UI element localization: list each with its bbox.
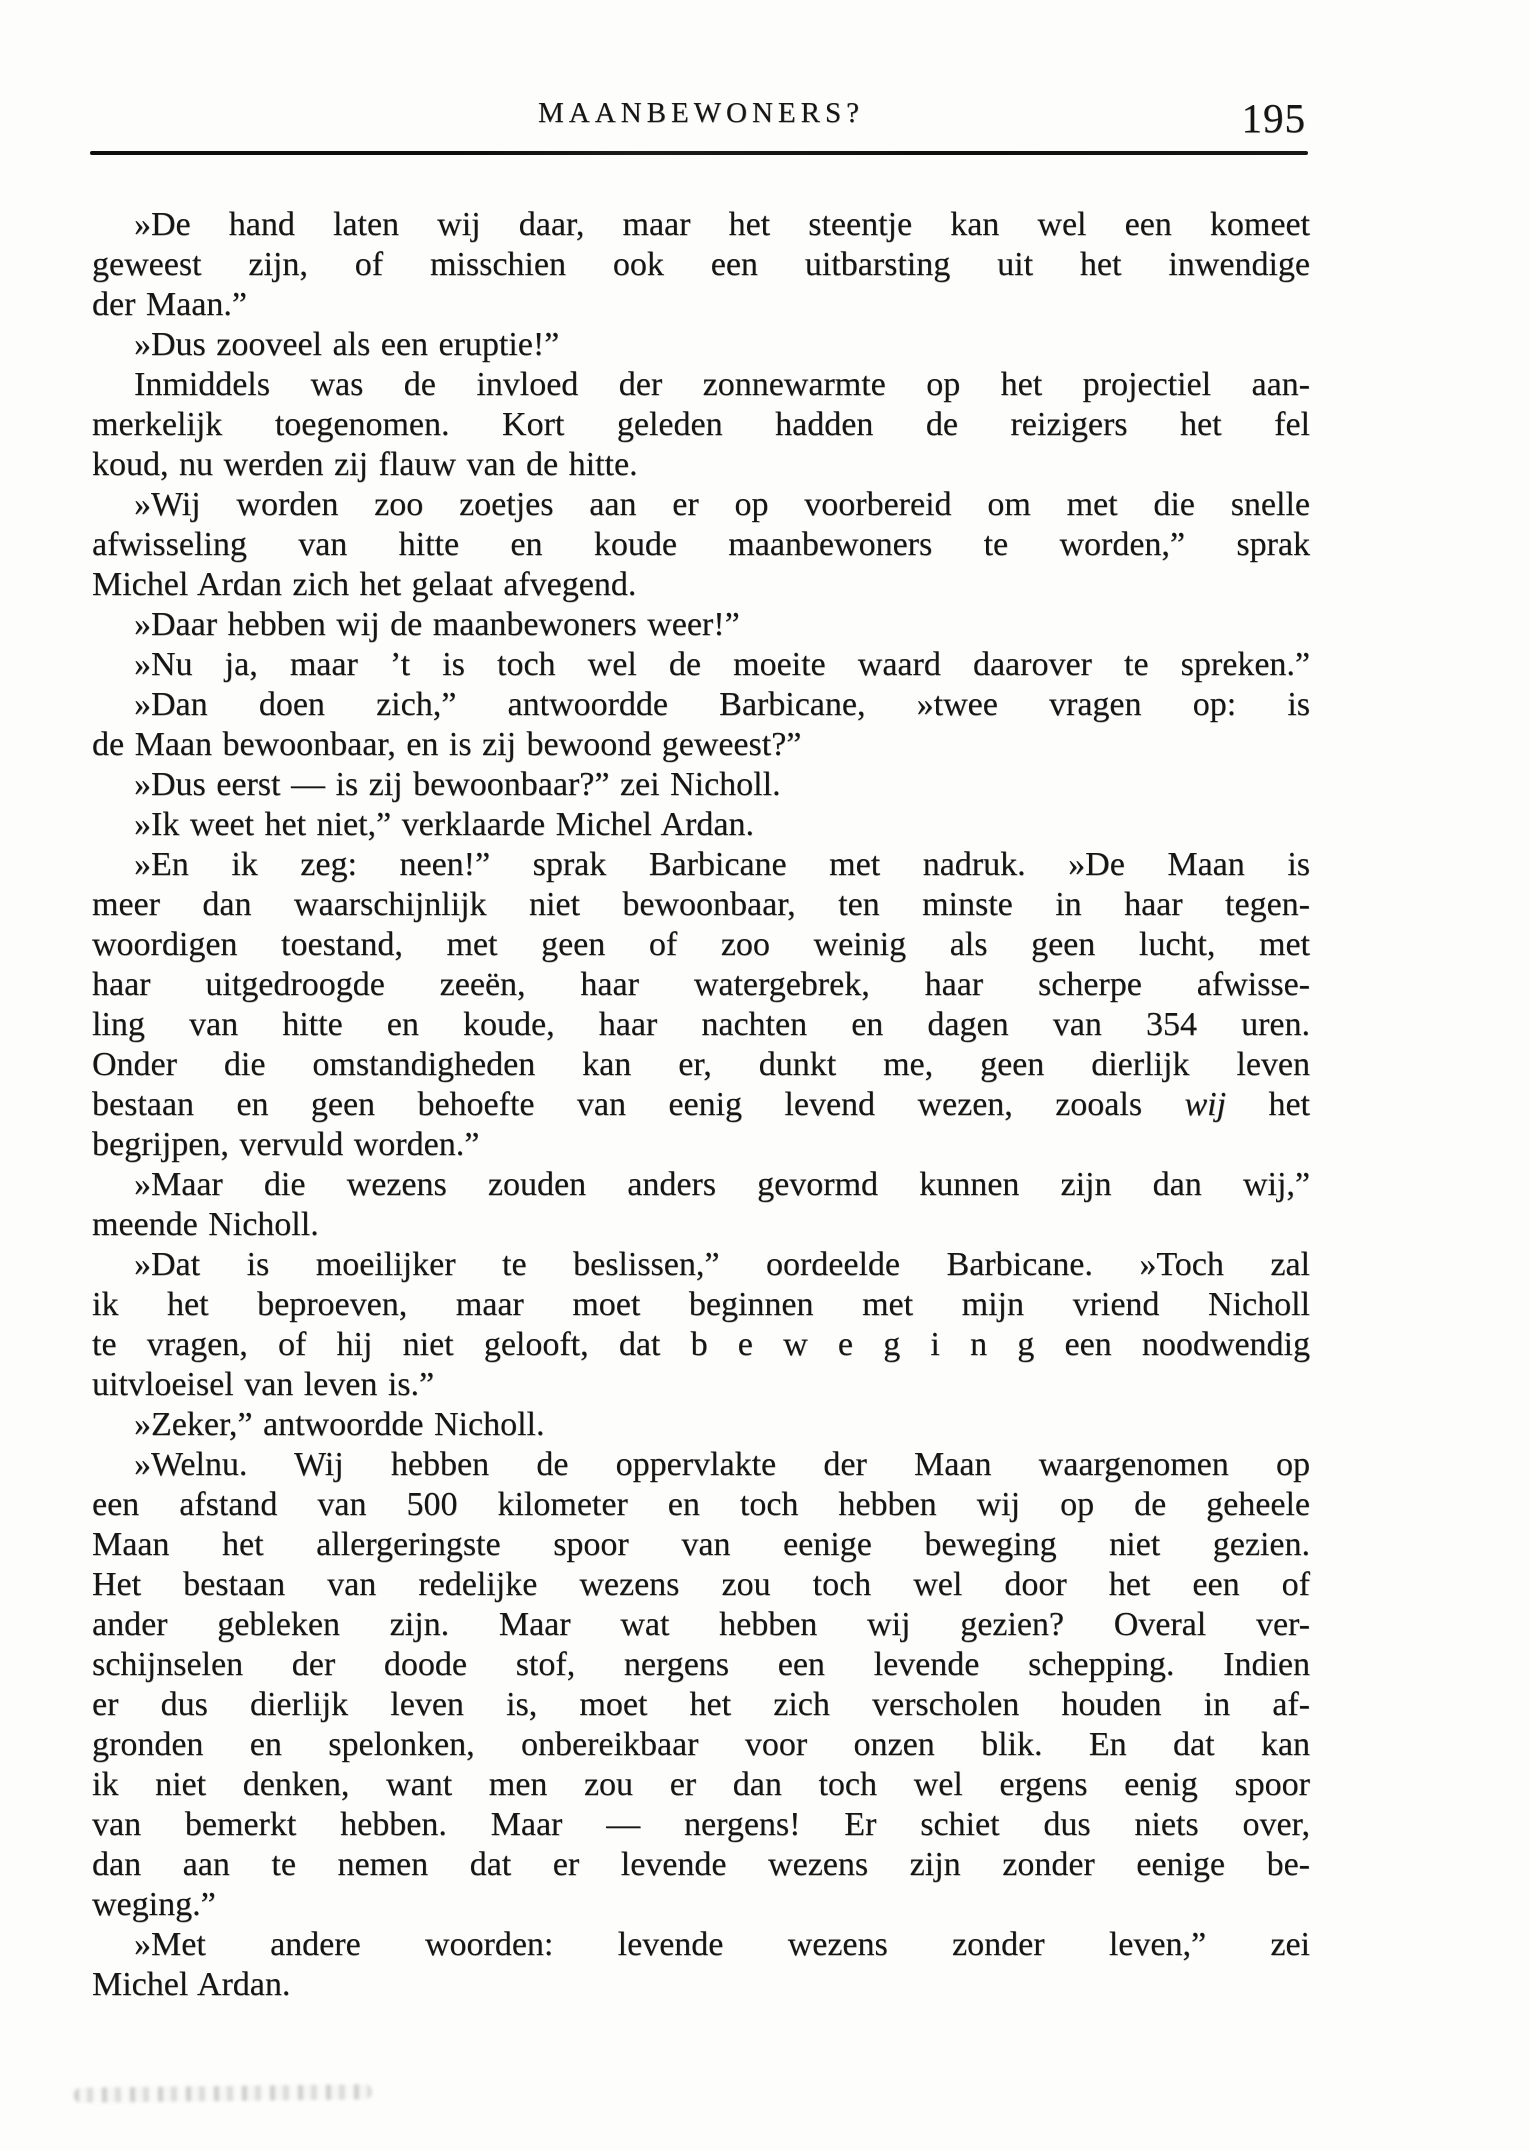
text-line: ander gebleken zijn. Maar wat hebben wij gezien? Overal ver- xyxy=(92,1606,1310,1643)
paragraph xyxy=(92,485,1310,605)
text-line: ik het beproeven, maar moet beginnen met mijn vriend Nicholl xyxy=(92,1286,1310,1323)
text-line: meende Nicholl. xyxy=(92,1206,319,1243)
text-line: »Daar hebben wij de maanbewoners weer!” xyxy=(134,606,740,643)
paragraph xyxy=(92,845,1310,1165)
text-line: »Dus eerst — is zij bewoonbaar?” zei Nicholl. xyxy=(134,766,781,803)
text-line: koud, nu werden zij flauw van de hitte. xyxy=(92,446,638,483)
text-line: ik niet denken, want men zou er dan toch wel ergens eenig spoor xyxy=(92,1766,1310,1803)
page-number: 195 xyxy=(1241,95,1306,141)
text-line: Inmiddels was de invloed der zonnewarmte op het projectiel aan- xyxy=(134,366,1310,403)
paragraph xyxy=(92,1445,1310,1925)
paragraph xyxy=(92,645,1310,685)
text-line: uitvloeisel van leven is.” xyxy=(92,1366,435,1403)
text-line: »Wij worden zoo zoetjes aan er op voorbereid om met die snelle xyxy=(134,486,1310,523)
text-line: woordigen toestand, met geen of zoo weinig als geen lucht, met xyxy=(92,926,1310,963)
text-line: merkelijk toegenomen. Kort geleden hadden de reizigers het fel xyxy=(92,406,1310,443)
text-line: »Met andere woorden: levende wezens zonder leven,” zei xyxy=(134,1926,1310,1963)
text-line: Onder die omstandigheden kan er, dunkt me, geen dierlijk leven xyxy=(92,1046,1310,1083)
text-line: haar uitgedroogde zeeën, haar watergebrek, haar scherpe afwisse- xyxy=(92,966,1310,1003)
text-line: »Dan doen zich,” antwoordde Barbicane, »twee vragen op: is xyxy=(134,686,1310,723)
text-line: schijnselen der doode stof, nergens een levende schepping. Indien xyxy=(92,1646,1310,1683)
text-line: »Maar die wezens zouden anders gevormd kunnen zijn dan wij,” xyxy=(134,1166,1310,1203)
text-line: »Zeker,” antwoordde Nicholl. xyxy=(134,1406,545,1443)
text-line: »Dat is moeilijker te beslissen,” oordeelde Barbicane. »Toch zal xyxy=(134,1246,1310,1283)
text-line: »Dus zooveel als een eruptie!” xyxy=(134,326,560,363)
paragraph xyxy=(92,1405,1310,1445)
text-line: meer dan waarschijnlijk niet bewoonbaar, ten minste in haar tegen- xyxy=(92,886,1310,923)
text-line: de Maan bewoonbaar, en is zij bewoond geweest?” xyxy=(92,726,802,763)
text-line: weging.” xyxy=(92,1886,216,1923)
text-line: ling van hitte en koude, haar nachten en dagen van 354 uren. xyxy=(92,1006,1310,1043)
paragraph xyxy=(92,205,1310,325)
text-line: »De hand laten wij daar, maar het steentje kan wel een komeet xyxy=(134,206,1310,243)
text-line: der Maan.” xyxy=(92,286,247,323)
text-line: Het bestaan van redelijke wezens zou toch wel door het een of xyxy=(92,1566,1310,1603)
text-line: dan aan te nemen dat er levende wezens zijn zonder eenige be- xyxy=(92,1846,1310,1883)
paragraph xyxy=(92,685,1310,765)
paragraph xyxy=(92,1925,1310,2005)
text-line: afwisseling van hitte en koude maanbewoners te worden,” sprak xyxy=(92,526,1310,563)
text-line: van bemerkt hebben. Maar — nergens! Er schiet dus niets over, xyxy=(92,1806,1310,1843)
text-line: een afstand van 500 kilometer en toch hebben wij op de geheele xyxy=(92,1486,1310,1523)
text-line: Michel Ardan. xyxy=(92,1966,291,2003)
paragraph xyxy=(92,1245,1310,1405)
text-line: te vragen, of hij niet gelooft, dat b e w e g i n g een noodwendig xyxy=(92,1326,1310,1363)
running-header-title: MAANBEWONERS? xyxy=(538,97,864,129)
text-line: begrijpen, vervuld worden.” xyxy=(92,1126,480,1163)
text-line: »Nu ja, maar ’t is toch wel de moeite waard daarover te spreken.” xyxy=(134,646,1310,683)
page-body xyxy=(92,205,1310,2005)
header-rule xyxy=(90,151,1308,155)
text-line: Maan het allergeringste spoor van eenige beweging niet gezien. xyxy=(92,1526,1310,1563)
paragraph xyxy=(92,365,1310,485)
paragraph xyxy=(92,805,1310,845)
paragraph xyxy=(92,325,1310,365)
paragraph xyxy=(92,765,1310,805)
paragraph xyxy=(92,1165,1310,1245)
paragraph xyxy=(92,605,1310,645)
text-line: geweest zijn, of misschien ook een uitbarsting uit het inwendige xyxy=(92,246,1310,283)
text-line: »Welnu. Wij hebben de oppervlakte der Maan waargenomen op xyxy=(134,1446,1310,1483)
text-line: Michel Ardan zich het gelaat afvegend. xyxy=(92,566,637,603)
text-line: bestaan en geen behoefte van eenig levend wezen, zooals wij het xyxy=(92,1086,1310,1123)
text-line: er dus dierlijk leven is, moet het zich verscholen houden in af- xyxy=(92,1686,1310,1723)
text-line: »En ik zeg: neen!” sprak Barbicane met nadruk. »De Maan is xyxy=(134,846,1310,883)
scan-smudge-artifact xyxy=(74,2084,372,2103)
text-line: »Ik weet het niet,” verklaarde Michel Ardan. xyxy=(134,806,754,843)
text-line: gronden en spelonken, onbereikbaar voor onzen blik. En dat kan xyxy=(92,1726,1310,1763)
